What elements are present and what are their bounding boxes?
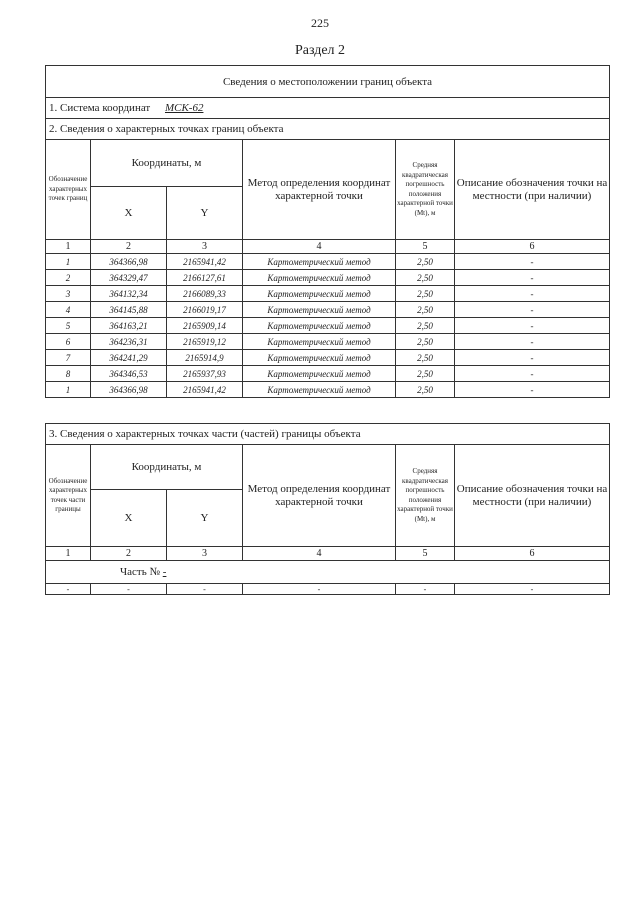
column-numbers-row — [46, 547, 610, 561]
point-error: 2,50 — [396, 254, 455, 270]
point-method: Картометрический метод — [243, 382, 396, 398]
table-row — [46, 286, 610, 302]
point-error: 2,50 — [396, 270, 455, 286]
empty-cell: - — [46, 584, 91, 595]
point-y: 2165941,42 — [167, 382, 243, 398]
point-description: - — [455, 382, 610, 398]
point-error: 2,50 — [396, 302, 455, 318]
column-number: 6 — [455, 240, 610, 254]
page-number: 225 — [311, 16, 329, 30]
table-row — [46, 270, 610, 286]
point-y: 2165941,42 — [167, 254, 243, 270]
point-error: 2,50 — [396, 286, 455, 302]
point-x: 364132,34 — [91, 286, 167, 302]
table-row — [46, 302, 610, 318]
point-method: Картометрический метод — [243, 334, 396, 350]
header-y: Y — [167, 187, 243, 240]
point-id: 3 — [46, 286, 91, 302]
part-number-row — [46, 561, 610, 584]
point-error: 2,50 — [396, 318, 455, 334]
column-number: 2 — [91, 240, 167, 254]
table-title-row — [46, 66, 610, 98]
point-error: 2,50 — [396, 366, 455, 382]
point-description: - — [455, 334, 610, 350]
point-error: 2,50 — [396, 382, 455, 398]
point-method: Картометрический метод — [243, 318, 396, 334]
point-id: 6 — [46, 334, 91, 350]
column-number: 1 — [46, 547, 91, 561]
column-number: 4 — [243, 240, 396, 254]
coordinate-system-row — [46, 98, 610, 119]
point-x: 364366,98 — [91, 254, 167, 270]
point-description: - — [455, 318, 610, 334]
column-number: 3 — [167, 240, 243, 254]
point-description: - — [455, 270, 610, 286]
header-description: Описание обозначения точки на местности (при наличии) — [455, 445, 610, 547]
point-y: 2166089,33 — [167, 286, 243, 302]
points-header-row-1 — [46, 140, 610, 187]
point-method: Картометрический метод — [243, 254, 396, 270]
point-y: 2166019,17 — [167, 302, 243, 318]
header-coordinates: Координаты, м — [91, 140, 243, 187]
part-points-table — [45, 423, 610, 595]
column-number: 1 — [46, 240, 91, 254]
point-y: 2166127,61 — [167, 270, 243, 286]
boundary-points-table — [45, 65, 610, 398]
table-row — [46, 350, 610, 366]
empty-cell: - — [167, 584, 243, 595]
empty-cell: - — [91, 584, 167, 595]
point-error: 2,50 — [396, 350, 455, 366]
table-row — [46, 382, 610, 398]
table-row — [46, 334, 610, 350]
points-heading-row — [46, 119, 610, 140]
header-designation: Обозначение характерных точек части границы — [46, 445, 91, 547]
header-x: X — [91, 490, 167, 547]
point-id: 7 — [46, 350, 91, 366]
point-y: 2165919,12 — [167, 334, 243, 350]
point-method: Картометрический метод — [243, 366, 396, 382]
point-y: 2165937,93 — [167, 366, 243, 382]
point-id: 8 — [46, 366, 91, 382]
point-id: 2 — [46, 270, 91, 286]
point-method: Картометрический метод — [243, 302, 396, 318]
header-designation: Обозначение характерных точек границ — [46, 140, 91, 240]
table-row — [46, 318, 610, 334]
parts-heading: 3. Сведения о характерных точках части (частей) границы объекта — [46, 424, 610, 445]
point-x: 364329,47 — [91, 270, 167, 286]
parts-heading-row — [46, 424, 610, 445]
part-label: Часть № — [120, 566, 160, 578]
header-method: Метод определения координат характерной точки — [243, 140, 396, 240]
point-y: 2165909,14 — [167, 318, 243, 334]
column-number: 6 — [455, 547, 610, 561]
section-title: Раздел 2 — [294, 43, 346, 58]
column-number: 5 — [396, 240, 455, 254]
header-x: X — [91, 187, 167, 240]
point-description: - — [455, 366, 610, 382]
point-id: 1 — [46, 254, 91, 270]
header-description: Описание обозначения точки на местности (при наличии) — [455, 140, 610, 240]
point-id: 1 — [46, 382, 91, 398]
empty-cell: - — [455, 584, 610, 595]
empty-part-row — [46, 584, 610, 595]
header-y: Y — [167, 490, 243, 547]
point-method: Картометрический метод — [243, 350, 396, 366]
empty-cell: - — [396, 584, 455, 595]
points-heading: 2. Сведения о характерных точках границ объекта — [46, 119, 610, 140]
column-numbers-row — [46, 240, 610, 254]
column-number: 4 — [243, 547, 396, 561]
header-method: Метод определения координат характерной точки — [243, 445, 396, 547]
header-coordinates: Координаты, м — [91, 445, 243, 490]
point-x: 364366,98 — [91, 382, 167, 398]
column-number: 2 — [91, 547, 167, 561]
parts-header-row-1 — [46, 445, 610, 490]
point-x: 364241,29 — [91, 350, 167, 366]
point-description: - — [455, 302, 610, 318]
point-x: 364346,53 — [91, 366, 167, 382]
table-title: Сведения о местоположении границ объекта — [46, 66, 610, 98]
column-number: 5 — [396, 547, 455, 561]
header-error: Средняя квадратическая погрешность положения характерной точки (Mt), м — [396, 140, 455, 240]
point-id: 4 — [46, 302, 91, 318]
point-y: 2165914,9 — [167, 350, 243, 366]
point-description: - — [455, 286, 610, 302]
point-description: - — [455, 254, 610, 270]
point-x: 364236,31 — [91, 334, 167, 350]
part-value: - — [162, 566, 167, 578]
point-method: Картометрический метод — [243, 286, 396, 302]
empty-cell: - — [243, 584, 396, 595]
table-row — [46, 254, 610, 270]
point-description: - — [455, 350, 610, 366]
point-error: 2,50 — [396, 334, 455, 350]
header-error: Средняя квадратическая погрешность положения характерной точки (Mt), м — [396, 445, 455, 547]
point-x: 364163,21 — [91, 318, 167, 334]
point-id: 5 — [46, 318, 91, 334]
column-number: 3 — [167, 547, 243, 561]
point-method: Картометрический метод — [243, 270, 396, 286]
table-row — [46, 366, 610, 382]
coordinate-system-value: МСК-62 — [164, 102, 204, 114]
point-x: 364145,88 — [91, 302, 167, 318]
coordinate-system-label: 1. Система координат — [49, 102, 151, 114]
points-body — [46, 254, 610, 398]
